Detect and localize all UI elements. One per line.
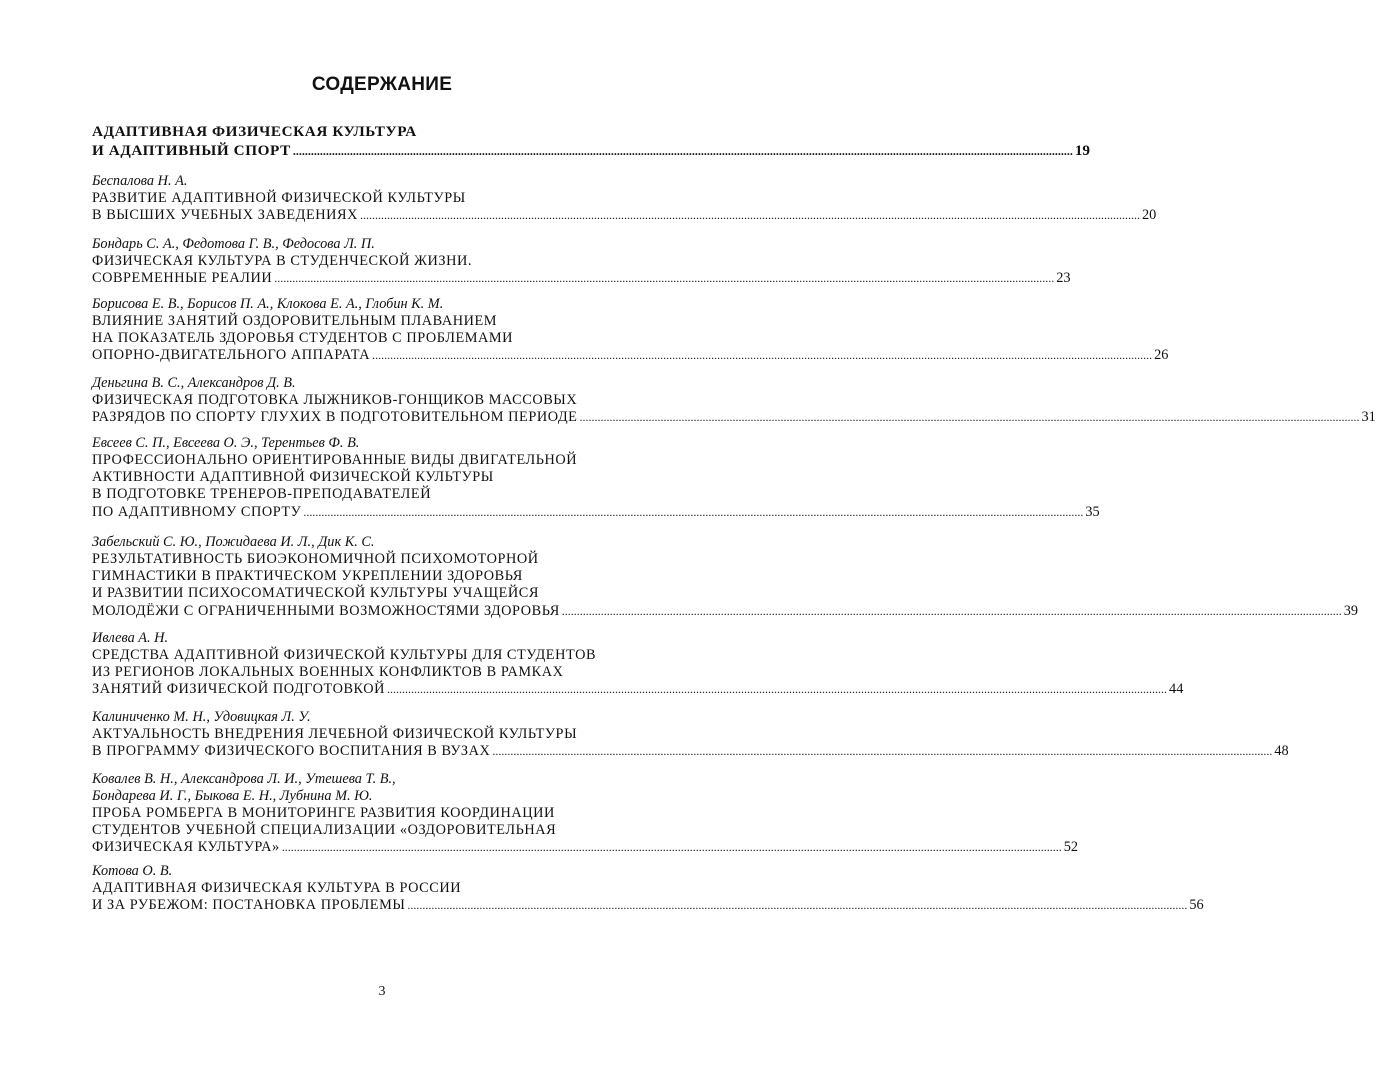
dot-leader: .................................................................................................................................................................................................................................................................... <box>281 840 1062 855</box>
page-number: 3 <box>378 984 386 999</box>
entry-title-line: ФИЗИЧЕСКАЯ ПОДГОТОВКА ЛЫЖНИКОВ-ГОНЩИКОВ МАССОВЫХ <box>92 392 578 408</box>
entry-title-leader-line <box>92 743 1289 760</box>
toc-entry <box>92 771 1078 857</box>
dot-leader: .................................................................................................................................................................................................................................................................... <box>407 898 1188 913</box>
entry-authors: Забельский С. Ю., Пожидаева И. Л., Дик К. С. <box>92 534 375 550</box>
dot-leader: .................................................................................................................................................................................................................................................................... <box>492 744 1273 759</box>
toc-entry <box>92 296 1169 365</box>
entry-title-line: ОПОРНО-ДВИГАТЕЛЬНОГО АППАРАТА <box>92 347 371 364</box>
entry-authors: Беспалова Н. А. <box>92 173 188 189</box>
toc-entry <box>92 375 1376 426</box>
dot-leader: .................................................................................................................................................................................................................................................................... <box>292 144 1073 158</box>
section-title-leader-line <box>92 141 1091 161</box>
entry-authors: Бондарева И. Г., Быкова Е. Н., Лубнина М. Ю. <box>92 788 373 804</box>
entry-title-line: И РАЗВИТИИ ПСИХОСОМАТИЧЕСКОЙ КУЛЬТУРЫ УЧАЩЕЙСЯ <box>92 585 539 602</box>
page-title: СОДЕРЖАНИЕ <box>311 74 453 95</box>
dot-leader: .................................................................................................................................................................................................................................................................... <box>372 348 1153 363</box>
entry-title-leader-line <box>92 602 1359 620</box>
entry-title-leader-line <box>92 681 1184 698</box>
section-title-line: И АДАПТИВНЫЙ СПОРТ <box>92 142 291 159</box>
entry-title-line: НА ПОКАЗАТЕЛЬ ЗДОРОВЬЯ СТУДЕНТОВ С ПРОБЛЕМАМИ <box>92 330 514 347</box>
entry-page-number: 52 <box>1063 839 1078 856</box>
entry-title-leader-line <box>92 897 1204 914</box>
toc-entry <box>92 236 1071 287</box>
entry-authors: Деньгина В. С., Александров Д. В. <box>92 375 296 391</box>
dot-leader: .................................................................................................................................................................................................................................................................... <box>579 410 1360 425</box>
entry-authors: Ивлева А. Н. <box>92 630 169 646</box>
entry-title-line: ИЗ РЕГИОНОВ ЛОКАЛЬНЫХ ВОЕННЫХ КОНФЛИКТОВ В РАМКАХ <box>92 664 564 681</box>
entry-title-line: И ЗА РУБЕЖОМ: ПОСТАНОВКА ПРОБЛЕМЫ <box>92 897 406 914</box>
toc-entry <box>92 709 1289 760</box>
entry-title-line: В ПРОГРАММУ ФИЗИЧЕСКОГО ВОСПИТАНИЯ В ВУЗАХ <box>92 743 491 760</box>
entry-title-line: АКТУАЛЬНОСТЬ ВНЕДРЕНИЯ ЛЕЧЕБНОЙ ФИЗИЧЕСКОЙ КУЛЬТУРЫ <box>92 726 578 742</box>
entry-page-number: 35 <box>1085 503 1100 520</box>
toc-entry <box>92 534 1359 620</box>
toc-entry <box>92 173 1157 224</box>
entry-page-number: 31 <box>1361 409 1376 426</box>
entry-title-line: РЕЗУЛЬТАТИВНОСТЬ БИОЭКОНОМИЧНОЙ ПСИХОМОТОРНОЙ <box>92 551 539 567</box>
dot-leader: .................................................................................................................................................................................................................................................................... <box>387 682 1168 697</box>
section-title-line: АДАПТИВНАЯ ФИЗИЧЕСКАЯ КУЛЬТУРА <box>92 123 417 140</box>
entry-title-line: ВЛИЯНИЕ ЗАНЯТИЙ ОЗДОРОВИТЕЛЬНЫМ ПЛАВАНИЕМ <box>92 313 498 329</box>
entry-title-line: ФИЗИЧЕСКАЯ КУЛЬТУРА» <box>92 839 280 856</box>
entry-title-line: ЗАНЯТИЙ ФИЗИЧЕСКОЙ ПОДГОТОВКОЙ <box>92 681 386 698</box>
entry-title-line: ПРОБА РОМБЕРГА В МОНИТОРИНГЕ РАЗВИТИЯ КООРДИНАЦИИ <box>92 805 555 821</box>
entry-title-line: ГИМНАСТИКИ В ПРАКТИЧЕСКОМ УКРЕПЛЕНИИ ЗДОРОВЬЯ <box>92 568 523 585</box>
dot-leader: .................................................................................................................................................................................................................................................................... <box>359 208 1140 223</box>
entry-page-number: 48 <box>1274 743 1289 760</box>
section-page-number: 19 <box>1074 142 1091 159</box>
entry-title-leader-line <box>92 839 1078 856</box>
entry-authors: Евсеев С. П., Евсеева О. Э., Терентьев Ф. В. <box>92 435 360 451</box>
entry-title-line: РАЗВИТИЕ АДАПТИВНОЙ ФИЗИЧЕСКОЙ КУЛЬТУРЫ <box>92 190 466 206</box>
toc-entry <box>92 435 1100 521</box>
entry-page-number: 23 <box>1056 270 1071 287</box>
entry-authors: Калиниченко М. Н., Удовицкая Л. У. <box>92 709 311 725</box>
entry-title-line: СТУДЕНТОВ УЧЕБНОЙ СПЕЦИАЛИЗАЦИИ «ОЗДОРОВИТЕЛЬНАЯ <box>92 822 557 839</box>
entry-title-line: ПРОФЕССИОНАЛЬНО ОРИЕНТИРОВАННЫЕ ВИДЫ ДВИГАТЕЛЬНОЙ <box>92 452 578 468</box>
entry-title-leader-line <box>92 503 1100 521</box>
entry-title-line: АКТИВНОСТИ АДАПТИВНОЙ ФИЗИЧЕСКОЙ КУЛЬТУРЫ <box>92 469 494 486</box>
entry-page-number: 20 <box>1141 207 1157 224</box>
entry-authors: Бондарь С. А., Федотова Г. В., Федосова Л. П. <box>92 236 375 252</box>
entry-title-line: МОЛОДЁЖИ С ОГРАНИЧЕННЫМИ ВОЗМОЖНОСТЯМИ ЗДОРОВЬЯ <box>92 602 560 619</box>
entry-title-leader-line <box>92 347 1169 364</box>
toc-entry <box>92 863 1204 914</box>
entry-page-number: 56 <box>1189 897 1204 914</box>
dot-leader: .................................................................................................................................................................................................................................................................... <box>561 603 1342 618</box>
entry-title-line: В ВЫСШИХ УЧЕБНЫХ ЗАВЕДЕНИЯХ <box>92 207 358 224</box>
entry-title-line: СОВРЕМЕННЫЕ РЕАЛИИ <box>92 270 273 287</box>
entry-title-line: РАЗРЯДОВ ПО СПОРТУ ГЛУХИХ В ПОДГОТОВИТЕЛЬНОМ ПЕРИОДЕ <box>92 409 578 426</box>
entry-page-number: 39 <box>1343 602 1359 619</box>
entry-title-line: В ПОДГОТОВКЕ ТРЕНЕРОВ-ПРЕПОДАВАТЕЛЕЙ <box>92 486 432 503</box>
entry-title-line: АДАПТИВНАЯ ФИЗИЧЕСКАЯ КУЛЬТУРА В РОССИИ <box>92 880 462 896</box>
entry-authors: Котова О. В. <box>92 863 173 879</box>
entry-title-line: ФИЗИЧЕСКАЯ КУЛЬТУРА В СТУДЕНЧЕСКОЙ ЖИЗНИ. <box>92 253 473 269</box>
entry-authors: Ковалев В. Н., Александрова Л. И., Утешева Т. В., <box>92 771 396 787</box>
section-heading <box>92 122 1091 161</box>
entry-page-number: 44 <box>1169 681 1184 698</box>
toc-entry <box>92 630 1184 699</box>
entry-page-number: 26 <box>1154 347 1169 364</box>
entry-title-leader-line <box>92 409 1376 426</box>
dot-leader: .................................................................................................................................................................................................................................................................... <box>303 504 1084 519</box>
entry-title-line: СРЕДСТВА АДАПТИВНОЙ ФИЗИЧЕСКОЙ КУЛЬТУРЫ ДЛЯ СТУДЕНТОВ <box>92 647 597 663</box>
dot-leader: .................................................................................................................................................................................................................................................................... <box>274 271 1055 286</box>
entry-authors: Борисова Е. В., Борисов П. А., Клокова Е. А., Глобин К. М. <box>92 296 444 312</box>
entry-title-leader-line <box>92 270 1071 287</box>
entry-title-line: ПО АДАПТИВНОМУ СПОРТУ <box>92 503 302 520</box>
entry-title-leader-line <box>92 207 1157 224</box>
